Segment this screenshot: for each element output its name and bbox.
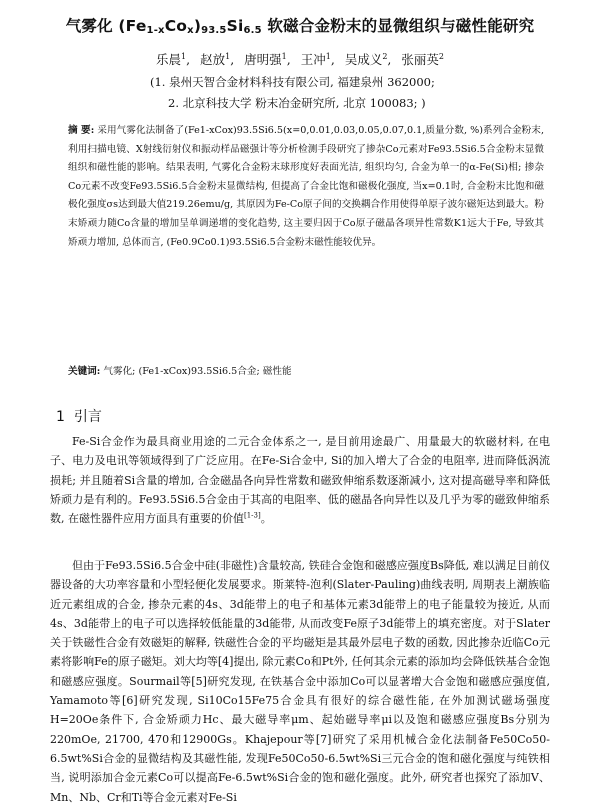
author: 吴成义$^2$, — [344, 51, 392, 67]
keywords-label: 关键词: — [68, 366, 101, 377]
paper-title: 气雾化 $(Fe_{1-x}Co_x)_{93.5}Si_{6.5}$ 软磁合金粉末的显微组织与磁性能研究 — [65, 17, 535, 36]
citation: [1-3] — [244, 511, 261, 520]
author: 唐明强$^1$, — [244, 51, 291, 67]
author: 赵放$^1$, — [200, 51, 235, 67]
author: 乐晨$^1$, — [156, 51, 191, 67]
abstract-text: 采用气雾化法制备了(Fe1-xCox)93.5Si6.5(x=0,0.01,0.03,0.05,0.07,0.1,质量分数, %)系列合金粉末, 利用扫描电镜、X射线衍射仪和振动样品磁强计等分析检测手段研究了掺杂Co元素对Fe93.5Si6.5合金粉末显微组织和磁性能的影响。结果表明, 气雾化合金粉末球形度好表面光洁, 组织均匀, 合金为单一的α-Fe(Si)相; 掺杂Co元素不改变Fe93.5Si6.5合金粉末显微结构, 但提高了合金比饱和磁极化强度, 当x=0.1时, 合金粉末比饱和磁极化强度σs达到最大值219.26emu/g, 其原因为Fe-Co原子间的交换耦合作用使得单原子波尔磁矩达到最大。粉末矫顽力随Co含量的增加呈单调递增的变化趋势, 这主要归因于Co原子磁晶各项异性常数K1远大于Fe, 导致其矫顽力增加, 总体而言, (Fe0.9Co0.1)93.5Si6.5合金粉末磁性能较优异。 — [68, 125, 544, 248]
author: 张丽英$^2$ — [401, 51, 444, 67]
section-heading: 1 引言 — [56, 409, 102, 425]
author: 王冲$^1$, — [300, 51, 335, 67]
paragraph-1: Fe-Si合金作为最具商业用途的二元合金体系之一, 是目前用途最广、用量最大的软磁材料, 在电子、电力及电讯等领域得到了广泛应用。在Fe-Si合金中, Si的加入增大了合金的电阻率, 进而降低涡流损耗; 并且随着Si含量的增加, 合金磁晶各向异性常数和磁致伸缩系数逐渐减小, 这对提高磁导率和降低矫顽力是有利的。Fe93.5Si6.5合金由于其高的电阻率、低的磁晶各向异性以及几乎为零的磁致伸缩系数, 在磁性器件应用方面具有重要的价值[1-3]。 — [50, 435, 550, 526]
keywords — [68, 364, 544, 380]
author-list — [0, 50, 600, 68]
affiliation-2: 2. 北京科技大学 粉末冶金研究所, 北京 100083; ) — [168, 96, 426, 110]
paragraph-2: 但由于Fe93.5Si6.5合金中硅(非磁性)含量较高, 铁硅合金饱和磁感应强度Bs降低, 难以满足目前仪器设备的大功率容量和小型轻便化发展要求。斯莱特-泡利(Slater-Pauling)曲线表明, 周期表上潮族临近元素组成的合金, 掺杂元素的4s、3d能带上的电子和基体元素3d能带上的电子能量较为接近, 从而4s、3d能带上的电子可以选择较低能量的3d能带, 从而改变Fe原子3d能带上的填充密度。对于Slater关于铁磁性合金有效磁矩的解释, 铁磁性合金的平均磁矩是其最外层电子数的函数, 因此掺杂近临Co元素将影响Fe的原子磁矩。刘大均等[4]提出, 除元素Co和Pt外, 任何其余元素的添加均会降低铁基合金饱和磁感应强度。Sourmail等[5]研究发现, 在铁基合金中添加Co可以显著增大合金饱和磁感应强度值, Yamamoto等[6]研究发现, Si10Co15Fe75合金具有很好的综合磁性能, 在外加测试磁场强度H=20Oe条件下, 合金矫顽力Hc、最大磁导率μm、起始磁导率μi以及饱和磁感应强度Bs分别为220mOe, 21700, 470和12900Gs。Khajepour等[7]研究了采用机械合金化法制备Fe50Co50-6.5wt%Si合金的显微结构及其磁性能, 发现Fe50Co50-6.5wt%Si三元合金的饱和磁化强度与纯铁相当, 说明添加合金元素Co可以提高Fe-6.5wt%Si合金的饱和磁化强度。此外, 研究者也探究了添加V、Mn、Nb、Cr和Ti等合金元素对Fe-Si — [50, 559, 550, 804]
affiliation-1: (1. 泉州天智合金材料科技有限公司, 福建泉州 362000; — [150, 75, 435, 89]
abstract-label: 摘 要: — [68, 125, 95, 136]
keywords-text: 气雾化; (Fe1-xCox)93.5Si6.5合金; 磁性能 — [103, 366, 292, 377]
abstract — [68, 122, 544, 252]
